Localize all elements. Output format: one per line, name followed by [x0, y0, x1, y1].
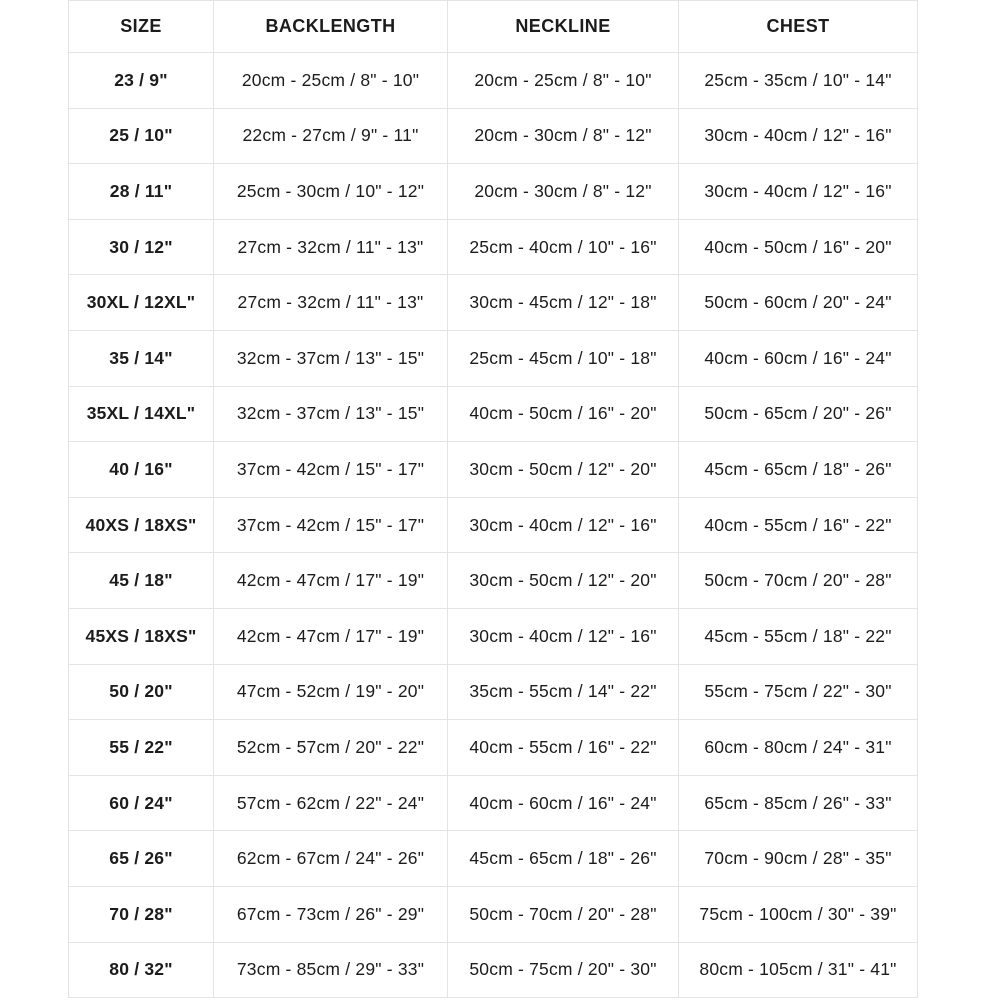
measurement-cell: 37cm - 42cm / 15" - 17"	[214, 442, 448, 498]
size-cell: 35 / 14"	[69, 330, 214, 386]
table-row	[69, 831, 918, 887]
measurement-cell: 60cm - 80cm / 24" - 31"	[679, 720, 918, 776]
table-row	[69, 164, 918, 220]
measurement-cell: 40cm - 60cm / 16" - 24"	[679, 330, 918, 386]
table-row	[69, 553, 918, 609]
size-cell: 28 / 11"	[69, 164, 214, 220]
column-header-neckline: NECKLINE	[448, 1, 679, 53]
size-cell: 30XL / 12XL"	[69, 275, 214, 331]
measurement-cell: 45cm - 55cm / 18" - 22"	[679, 608, 918, 664]
size-cell: 40XS / 18XS"	[69, 497, 214, 553]
measurement-cell: 30cm - 40cm / 12" - 16"	[448, 608, 679, 664]
measurement-cell: 65cm - 85cm / 26" - 33"	[679, 775, 918, 831]
size-cell: 50 / 20"	[69, 664, 214, 720]
measurement-cell: 40cm - 50cm / 16" - 20"	[448, 386, 679, 442]
table-row	[69, 219, 918, 275]
measurement-cell: 30cm - 50cm / 12" - 20"	[448, 553, 679, 609]
measurement-cell: 27cm - 32cm / 11" - 13"	[214, 275, 448, 331]
measurement-cell: 25cm - 30cm / 10" - 12"	[214, 164, 448, 220]
column-header-size: SIZE	[69, 1, 214, 53]
size-cell: 65 / 26"	[69, 831, 214, 887]
table-row	[69, 275, 918, 331]
measurement-cell: 42cm - 47cm / 17" - 19"	[214, 608, 448, 664]
measurement-cell: 30cm - 50cm / 12" - 20"	[448, 442, 679, 498]
size-cell: 35XL / 14XL"	[69, 386, 214, 442]
measurement-cell: 35cm - 55cm / 14" - 22"	[448, 664, 679, 720]
size-cell: 60 / 24"	[69, 775, 214, 831]
measurement-cell: 25cm - 45cm / 10" - 18"	[448, 330, 679, 386]
measurement-cell: 32cm - 37cm / 13" - 15"	[214, 386, 448, 442]
table-row	[69, 664, 918, 720]
measurement-cell: 75cm - 100cm / 30" - 39"	[679, 886, 918, 942]
table-row	[69, 497, 918, 553]
measurement-cell: 45cm - 65cm / 18" - 26"	[679, 442, 918, 498]
measurement-cell: 40cm - 50cm / 16" - 20"	[679, 219, 918, 275]
measurement-cell: 47cm - 52cm / 19" - 20"	[214, 664, 448, 720]
measurement-cell: 37cm - 42cm / 15" - 17"	[214, 497, 448, 553]
size-cell: 25 / 10"	[69, 108, 214, 164]
measurement-cell: 73cm - 85cm / 29" - 33"	[214, 942, 448, 998]
table-body	[69, 53, 918, 998]
measurement-cell: 30cm - 40cm / 12" - 16"	[448, 497, 679, 553]
column-header-chest: CHEST	[679, 1, 918, 53]
measurement-cell: 20cm - 25cm / 8" - 10"	[448, 53, 679, 109]
header-row	[69, 1, 918, 53]
table-row	[69, 386, 918, 442]
size-cell: 30 / 12"	[69, 219, 214, 275]
size-chart-table	[68, 0, 918, 998]
measurement-cell: 50cm - 70cm / 20" - 28"	[448, 886, 679, 942]
measurement-cell: 50cm - 70cm / 20" - 28"	[679, 553, 918, 609]
measurement-cell: 25cm - 40cm / 10" - 16"	[448, 219, 679, 275]
table-row	[69, 53, 918, 109]
measurement-cell: 50cm - 60cm / 20" - 24"	[679, 275, 918, 331]
measurement-cell: 25cm - 35cm / 10" - 14"	[679, 53, 918, 109]
measurement-cell: 20cm - 30cm / 8" - 12"	[448, 164, 679, 220]
size-chart-container	[68, 0, 918, 998]
measurement-cell: 50cm - 75cm / 20" - 30"	[448, 942, 679, 998]
table-row	[69, 108, 918, 164]
size-cell: 55 / 22"	[69, 720, 214, 776]
table-row	[69, 942, 918, 998]
measurement-cell: 55cm - 75cm / 22" - 30"	[679, 664, 918, 720]
table-row	[69, 330, 918, 386]
measurement-cell: 52cm - 57cm / 20" - 22"	[214, 720, 448, 776]
measurement-cell: 40cm - 55cm / 16" - 22"	[679, 497, 918, 553]
size-cell: 40 / 16"	[69, 442, 214, 498]
measurement-cell: 62cm - 67cm / 24" - 26"	[214, 831, 448, 887]
measurement-cell: 40cm - 60cm / 16" - 24"	[448, 775, 679, 831]
measurement-cell: 67cm - 73cm / 26" - 29"	[214, 886, 448, 942]
measurement-cell: 27cm - 32cm / 11" - 13"	[214, 219, 448, 275]
size-cell: 70 / 28"	[69, 886, 214, 942]
table-row	[69, 886, 918, 942]
measurement-cell: 20cm - 25cm / 8" - 10"	[214, 53, 448, 109]
measurement-cell: 50cm - 65cm / 20" - 26"	[679, 386, 918, 442]
measurement-cell: 42cm - 47cm / 17" - 19"	[214, 553, 448, 609]
table-row	[69, 720, 918, 776]
table-row	[69, 442, 918, 498]
size-cell: 45XS / 18XS"	[69, 608, 214, 664]
measurement-cell: 70cm - 90cm / 28" - 35"	[679, 831, 918, 887]
table-row	[69, 608, 918, 664]
table-row	[69, 775, 918, 831]
measurement-cell: 22cm - 27cm / 9" - 11"	[214, 108, 448, 164]
size-cell: 23 / 9"	[69, 53, 214, 109]
measurement-cell: 32cm - 37cm / 13" - 15"	[214, 330, 448, 386]
column-header-backlength: BACKLENGTH	[214, 1, 448, 53]
measurement-cell: 20cm - 30cm / 8" - 12"	[448, 108, 679, 164]
size-cell: 45 / 18"	[69, 553, 214, 609]
measurement-cell: 45cm - 65cm / 18" - 26"	[448, 831, 679, 887]
measurement-cell: 30cm - 40cm / 12" - 16"	[679, 164, 918, 220]
measurement-cell: 57cm - 62cm / 22" - 24"	[214, 775, 448, 831]
measurement-cell: 40cm - 55cm / 16" - 22"	[448, 720, 679, 776]
measurement-cell: 30cm - 40cm / 12" - 16"	[679, 108, 918, 164]
measurement-cell: 80cm - 105cm / 31" - 41"	[679, 942, 918, 998]
size-cell: 80 / 32"	[69, 942, 214, 998]
measurement-cell: 30cm - 45cm / 12" - 18"	[448, 275, 679, 331]
